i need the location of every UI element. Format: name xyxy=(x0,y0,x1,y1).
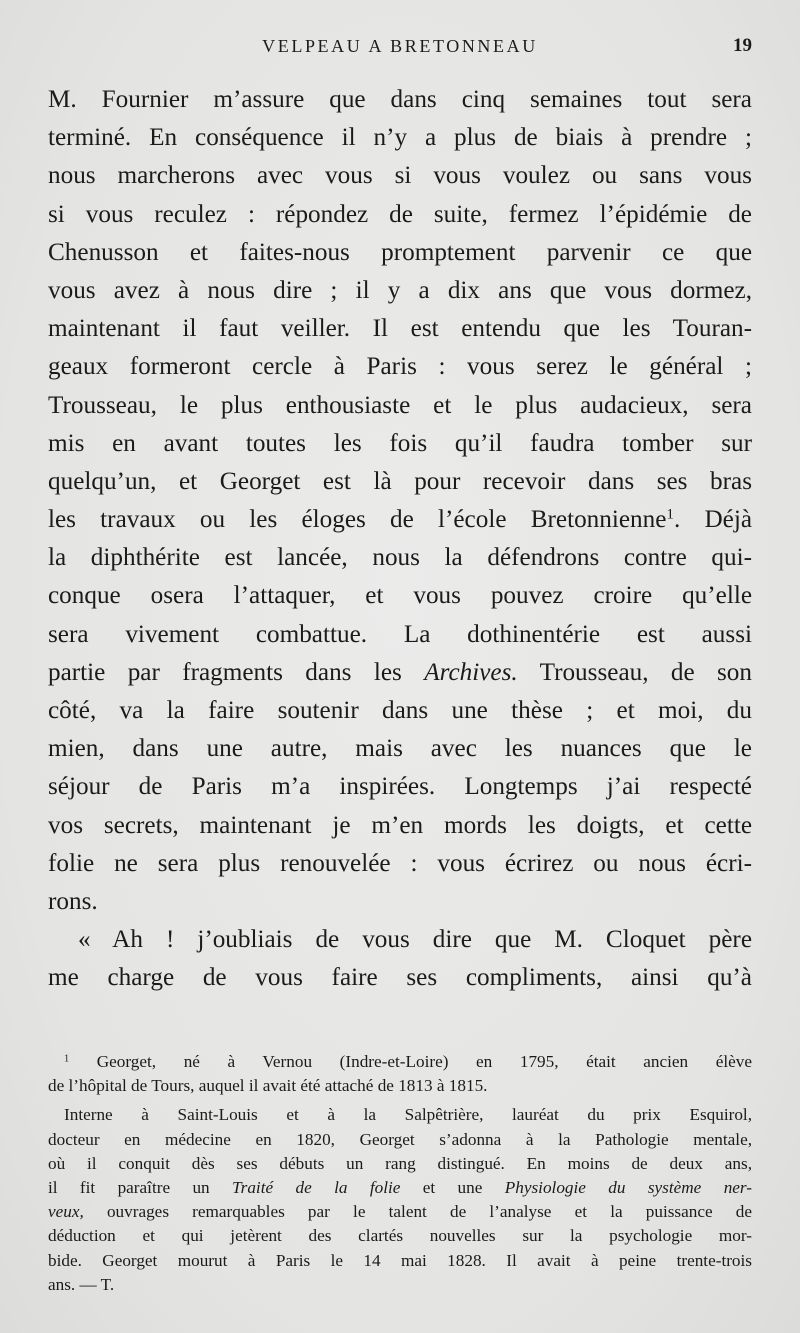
body-line: maintenant il faut veiller. Il est entendu que les Touran- xyxy=(48,315,752,343)
italic-veux: veux, xyxy=(48,1202,84,1222)
footnote-line: de l’hôpital de Tours, auquel il avait été attaché de 1813 à 1815. xyxy=(48,1076,488,1096)
body-line: folie ne sera plus renouvelée : vous écrirez ou nous écri- xyxy=(48,849,752,877)
body-line-text: les travaux ou les éloges de l’école Bretonnienne xyxy=(48,506,667,534)
body-line: terminé. En conséquence il n’y a plus de biais à prendre ; xyxy=(48,124,752,152)
body-line: la diphthérite est lancée, nous la défendrons contre qui- xyxy=(48,544,752,572)
footnote-line: bide. Georget mourut à Paris le 14 mai 1828. Il avait à peine trente-trois xyxy=(48,1250,752,1270)
italic-traite-de-la-folie: Traité de la folie xyxy=(232,1177,401,1197)
body-line: mien, dans une autre, mais avec les nuances que le xyxy=(48,735,752,763)
body-line: nous marcherons avec vous si vous voulez ou sans vous xyxy=(48,162,752,190)
body-line: Chenusson et faites-nous promptement parvenir ce que xyxy=(48,238,752,266)
footnote-line: déduction et qui jetèrent des clartés nouvelles sur la psychologie mor- xyxy=(48,1226,752,1246)
body-line: rons. xyxy=(48,887,98,915)
body-line: M. Fournier m’assure que dans cinq semaines tout sera xyxy=(48,86,752,113)
footnote-line xyxy=(48,1176,752,1200)
body-line xyxy=(48,501,752,539)
letter-body-text xyxy=(48,81,752,998)
body-line: conque osera l’attaquer, et vous pouvez croire qu’elle xyxy=(48,582,752,610)
footnote xyxy=(48,1050,752,1297)
footnote-line xyxy=(48,1050,752,1074)
footnote-line: ans. — T. xyxy=(48,1274,115,1294)
footnote-text: et une xyxy=(400,1177,505,1197)
italic-archives: Archives. xyxy=(424,658,518,686)
body-line: « Ah ! j’oubliais de vous dire que M. Cloquet père xyxy=(78,926,752,954)
body-line: quelqu’un, et Georget est là pour recevoir dans ses bras xyxy=(48,467,752,495)
footnote-text: il fit paraître un xyxy=(48,1177,233,1197)
body-line: si vous reculez : répondez de suite, fermez l’épidémie de xyxy=(48,200,752,228)
body-line: vos secrets, maintenant je m’en mords les doigts, et cette xyxy=(48,811,752,839)
italic-physiologie: Physiologie du système ner- xyxy=(504,1177,752,1197)
body-line: mis en avant toutes les fois qu’il faudra tomber sur xyxy=(48,429,752,457)
body-line-text: . Déjà xyxy=(673,506,753,534)
body-line: côté, va la faire soutenir dans une thèse ; et moi, du xyxy=(48,697,752,724)
footnote-line: où il conquit dès ses débuts un rang distingué. En moins de deux ans, xyxy=(48,1153,752,1173)
footnote-line xyxy=(48,1200,752,1224)
body-line: sera vivement combattue. La dothinentérie est aussi xyxy=(48,620,752,648)
body-line-text: partie par fragments dans les xyxy=(48,658,402,686)
body-line-text: Trousseau, de son xyxy=(517,658,752,686)
body-line: me charge de vous faire ses compliments, ainsi qu’à xyxy=(48,964,752,992)
footnote-line: docteur en médecine en 1820, Georget s’adonna à la Pathologie mentale, xyxy=(48,1129,752,1149)
page-number: 19 xyxy=(733,35,752,56)
body-line: vous avez à nous dire ; il y a dix ans que vous dormez, xyxy=(48,276,752,304)
running-head xyxy=(0,33,800,59)
footnote-reference: 1 xyxy=(666,506,674,523)
body-line: Trousseau, le plus enthousiaste et le plus audacieux, sera xyxy=(48,391,752,419)
footnote-text: Georget, né à Vernou (Indre-et-Loire) en 1795, était ancien élève xyxy=(69,1052,752,1071)
body-line: séjour de Paris m’a inspirées. Longtemps j’ai respecté xyxy=(48,773,752,801)
body-line xyxy=(48,654,752,692)
running-title: VELPEAU A BRETONNEAU xyxy=(262,36,538,56)
footnote-line: Interne à Saint-Louis et à la Salpêtrière, lauréat du prix Esquirol, xyxy=(64,1105,752,1125)
footnote-marker: 1 xyxy=(64,1053,70,1065)
footnote-text: ouvrages remarquables par le talent de l’analyse et la puissance de xyxy=(83,1202,752,1222)
body-line: geaux formeront cercle à Paris : vous serez le général ; xyxy=(48,353,752,381)
